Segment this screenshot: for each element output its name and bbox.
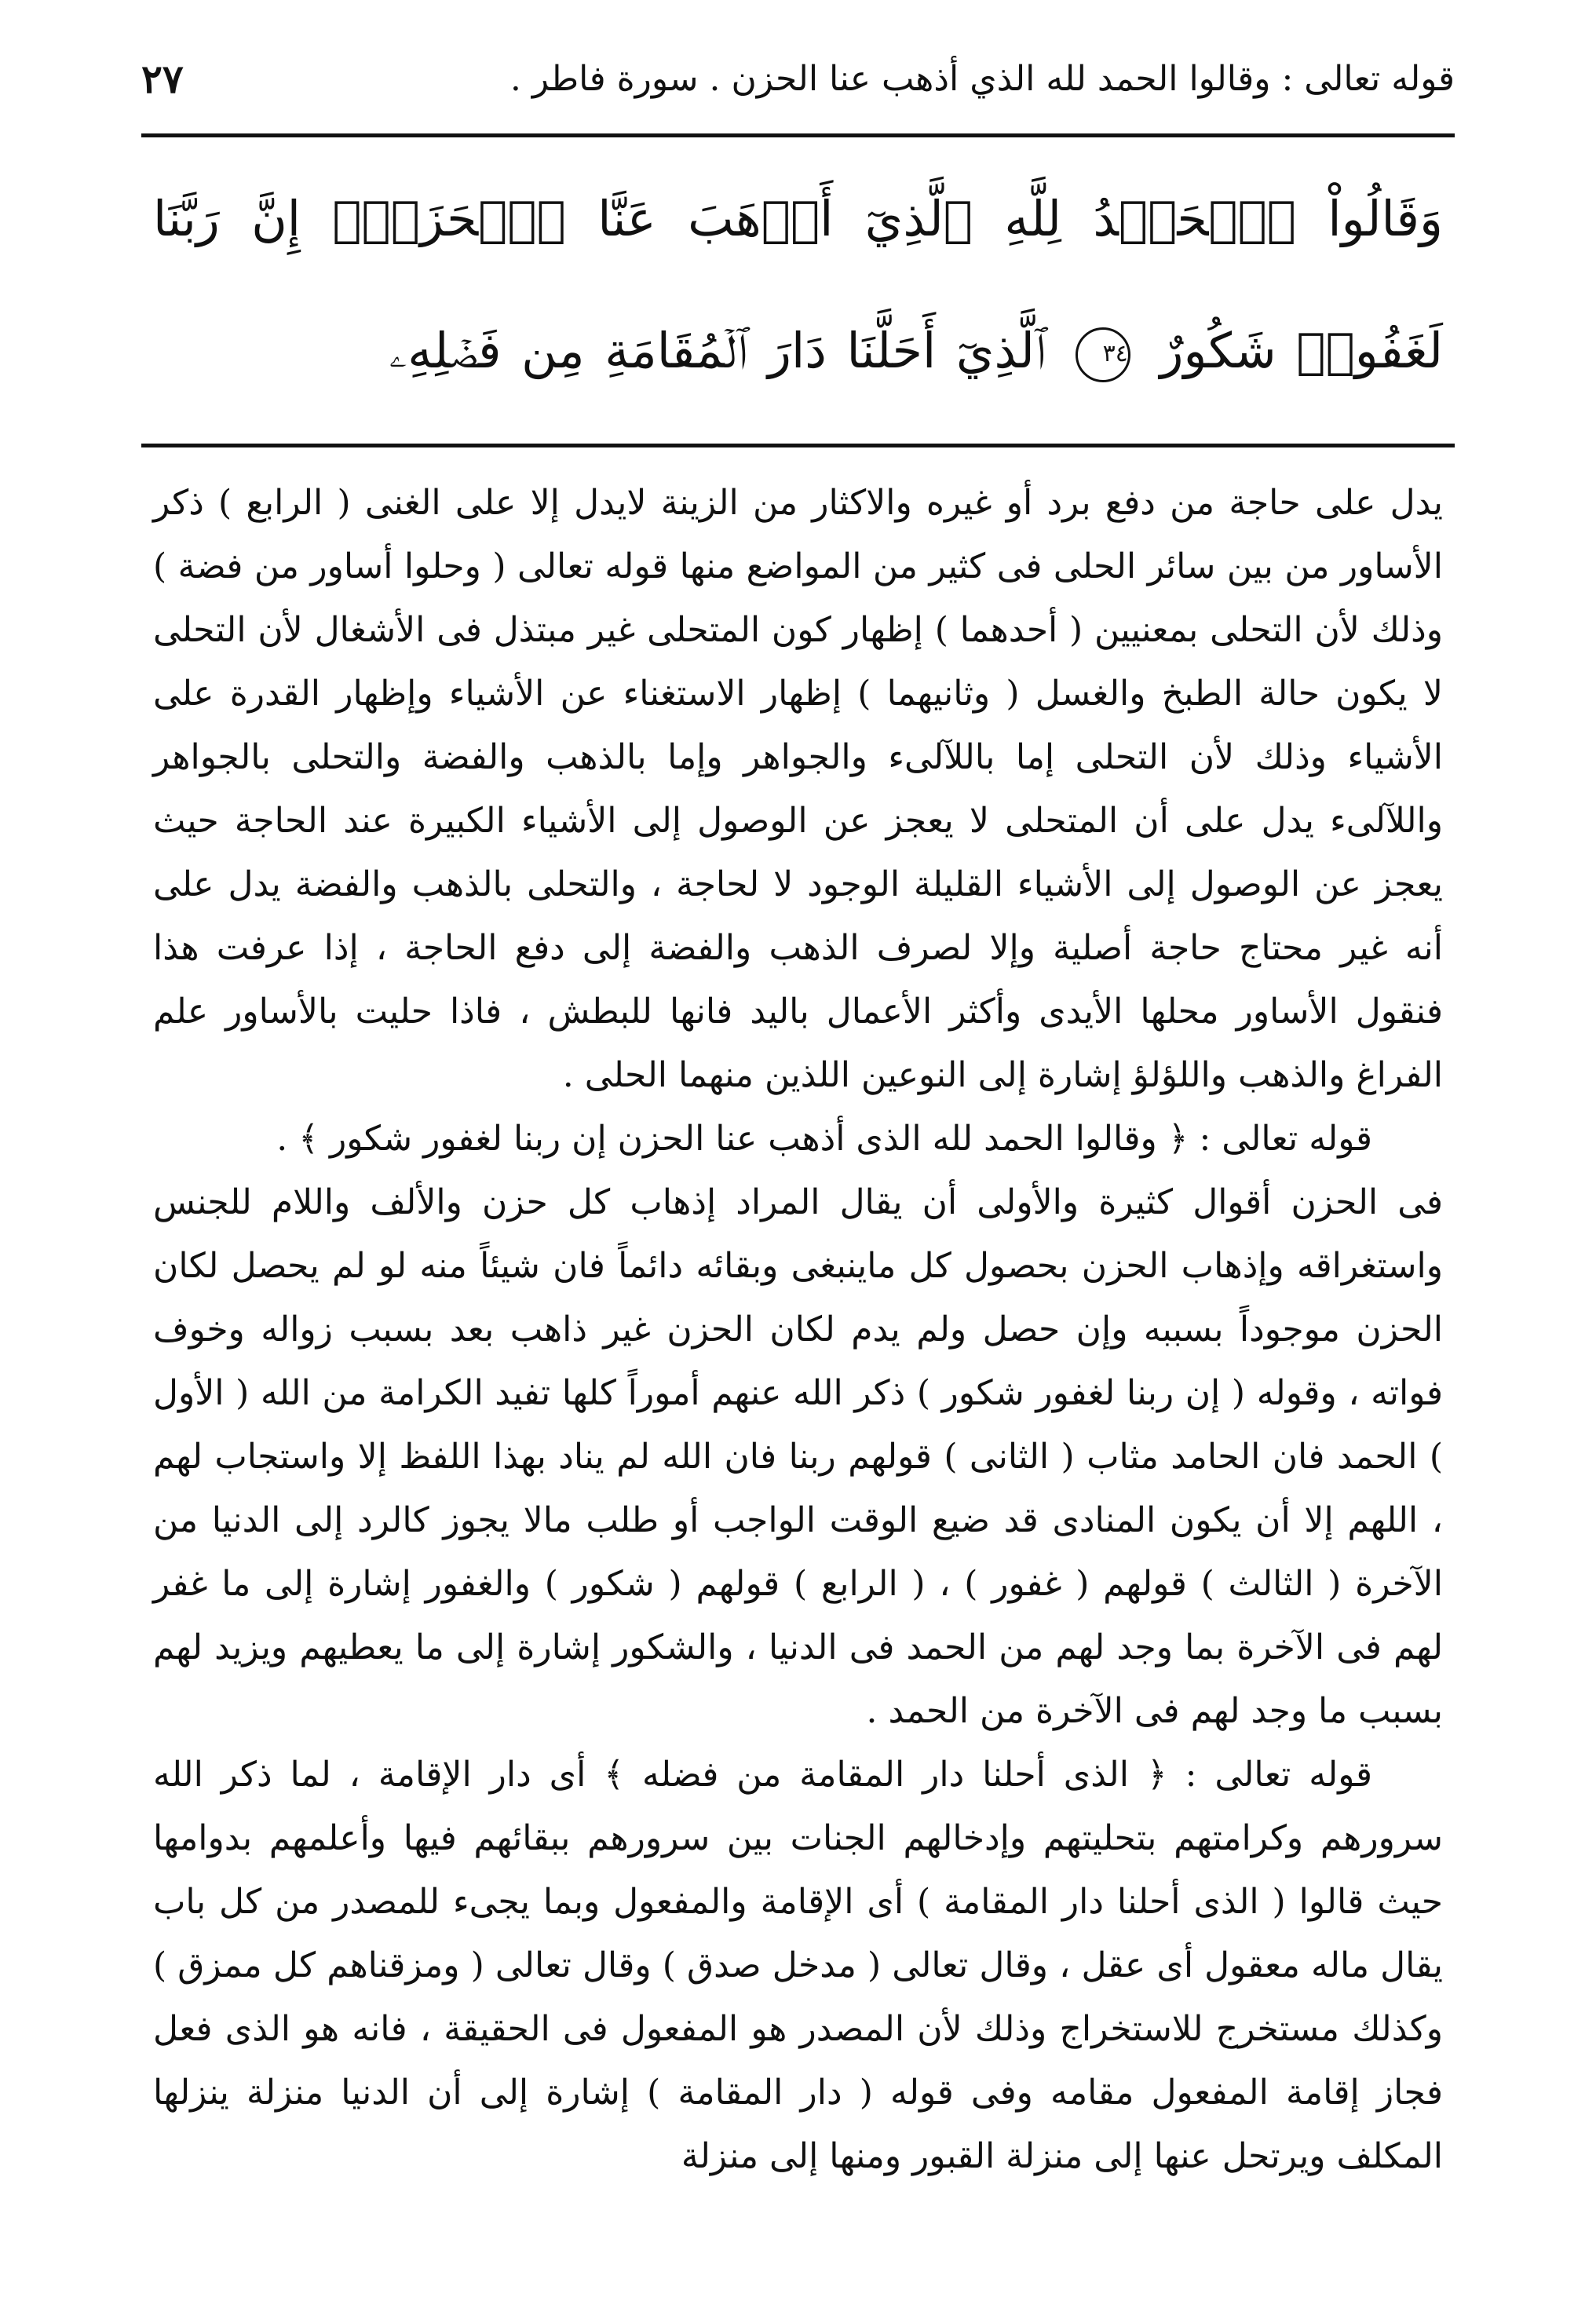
paragraph: فى الحزن أقوال كثيرة والأولى أن يقال المراد إذهاب كل حزن والألف واللام للجنس واستغراقه وإذهاب الحزن بحصول كل ماينبغى وبقائه دائماً فان شيئاً منه لو لم يحصل لكان الحزن موجوداً بسببه وإن حصل ولم يدم لكان الحزن غير ذاهب بعد بسبب زواله وخوف فواته ، وقوله ( إن ربنا لغفور شكور ) ذكر الله عنهم أموراً كلها تفيد الكرامة من الله ( الأول ) الحمد فان الحامد مثاب ( الثانى ) قولهم ربنا فان الله لم يناد بهذا اللفظ إلا واستجاب لهم ، اللهم إلا أن يكون المنادى قد ضيع الوقت الواجب أو طلب مالا يجوز كالرد إلى الدنيا من الآخرة ( الثالث ) قولهم ( غفور ) ، ( الرابع ) قولهم ( شكور ) والغفور إشارة إلى ما غفر لهم فى الآخرة بما وجد لهم من الحمد فى الدنيا ، والشكور إشارة إلى ما يعطيهم ويزيد لهم بسبب ما وجد لهم فى الآخرة من الحمد . <box>153 1182 1444 1731</box>
paragraph: قوله تعالى : ﴿ الذى أحلنا دار المقامة من فضله ﴾ أى دار الإقامة ، لما ذكر الله سرورهم وكرامتهم بتحليتهم وإدخالهم الجنات بين سرورهم ببقائهم فيها وأعلمهم بدوامها حيث قالوا ( الذى أحلنا دار المقامة ) أى الإقامة والمفعول وبما يجىء للمصدر من كل باب يقال ماله معقول أى عقل ، وقال تعالى ( مدخل صدق ) وقال تعالى ( ومزقناهم كل ممزق ) وكذلك مستخرج للاستخراج وذلك لأن المصدر هو المفعول فى الحقيقة ، فانه هو الذى فعل فجاز إقامة المفعول مقامه وفى قوله ( دار المقامة ) إشارة إلى أن الدنيا منزلة ينزلها المكلف ويرتحل عنها إلى منزلة القبور ومنها إلى منزلة <box>153 1755 1443 2176</box>
header-rule <box>141 133 1455 137</box>
paragraph: قوله تعالى : ﴿ وقالوا الحمد لله الذى أذهب عنا الحزن إن ربنا لغفور شكور ﴾ . <box>276 1119 1372 1159</box>
commentary-body <box>153 471 1443 2277</box>
ayah-number-marker: ٣٤ <box>1076 327 1130 382</box>
paragraph: يدل على حاجة من دفع برد أو غيره والاكثار من الزينة لايدل إلا على الغنى ( الرابع ) ذكر الأساور من بين سائر الحلى فى كثير من المواضع منها قوله تعالى ( وحلوا أساور من فضة ) وذلك لأن التحلى بمعنيين ( أحدهما ) إظهار كون المتحلى غير مبتذل فى الأشغال لأن التحلى لا يكون حالة الطبخ والغسل ( وثانيهما ) إظهار الاستغناء عن الأشياء وإظهار القدرة على الأشياء وذلك لأن التحلى إما باللآلىء والجواهر وإما بالذهب والفضة والتحلى بالجواهر واللآلىء يدل على أن المتحلى لا يعجز عن الوصول إلى الأشياء الكبيرة عند الحاجة حيث يعجز عن الوصول إلى الأشياء القليلة الوجود لا لحاجة ، والتحلى بالذهب والفضة يدل على أنه غير محتاج حاجة أصلية وإلا لصرف الذهب والفضة إلى دفع الحاجة ، إذا عرفت هذا فنقول الأساور محلها الأيدى وأكثر الأعمال باليد فانها للبطش ، فاذا حليت بالأساور علم الفراغ والذهب واللؤلؤ إشارة إلى النوعين اللذين منهما الحلى . <box>153 483 1444 1095</box>
header-title: قوله تعالى : وقالوا الحمد لله الذي أذهب عنا الحزن . سورة فاطر . <box>509 58 1455 99</box>
verse-text-part1: وَقَالُواْ ٱلۡحَمۡدُ لِلَّهِ ٱلَّذِيٓ أَذۡهَبَ عَنَّا ٱلۡحَزَنَۖ إِنَّ رَبَّنَا لَغَفُورٞ شَكُورٌ <box>153 190 1443 379</box>
running-header <box>141 47 1455 110</box>
quran-verse <box>153 153 1443 428</box>
page-number: ٢٧ <box>141 55 184 102</box>
verse-rule <box>141 444 1455 447</box>
verse-text-part2: ٱلَّذِيٓ أَحَلَّنَا دَارَ ٱلۡمُقَامَةِ مِن فَضۡلِهِۦ <box>389 322 1046 379</box>
